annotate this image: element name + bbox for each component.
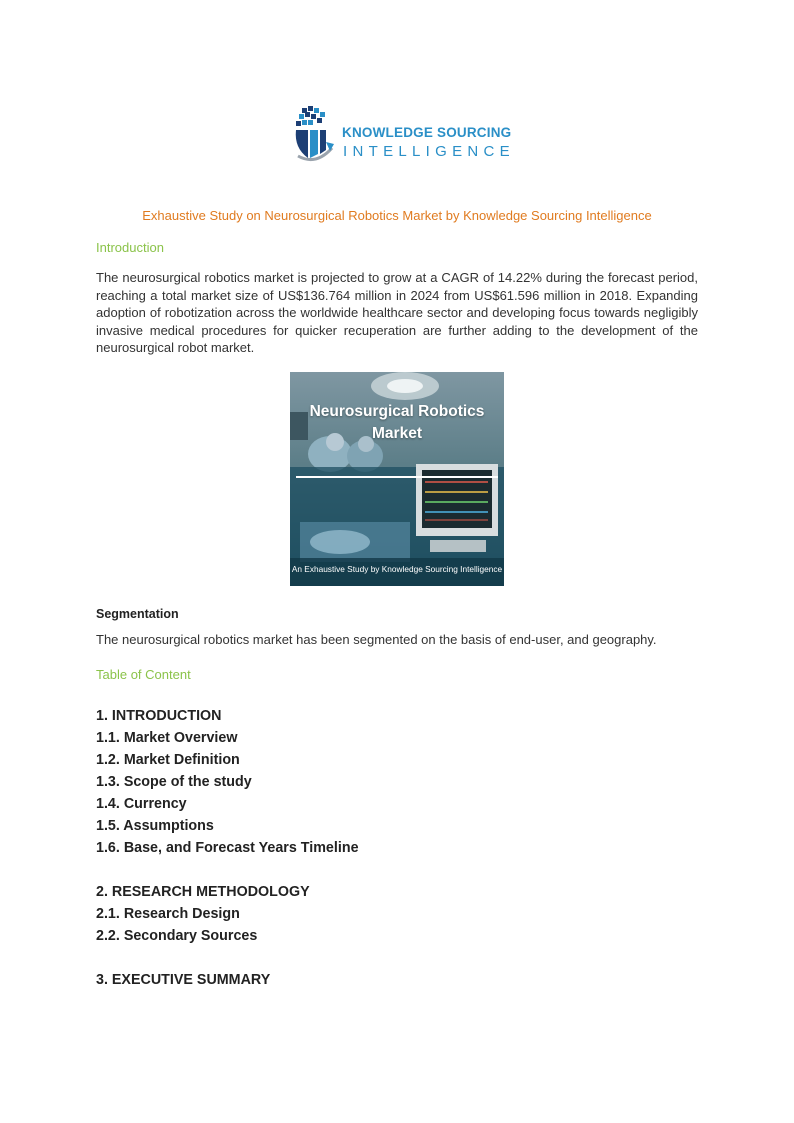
toc-item: 2.1. Research Design [96, 906, 240, 922]
logo-mark-icon [290, 104, 346, 166]
table-of-contents [96, 705, 359, 991]
cover-title-line1: Neurosurgical Robotics [309, 403, 485, 420]
document-title: Exhaustive Study on Neurosurgical Robotics Market by Knowledge Sourcing Intelligence [142, 208, 652, 223]
introduction-paragraph: The neurosurgical robotics market is projected to grow at a CAGR of 14.22% during the forecast period, reaching a total market size of US$136.764 million in 2024 from US$61.596 million in 2018. Expanding adoption of robotization across the worldwide healthcare sector and developing focus towards negligibly invasive medical procedures for quicker recuperation are further adding to the development of the neurosurgical robot market. [96, 270, 698, 356]
toc-item: 1.6. Base, and Forecast Years Timeline [96, 840, 359, 856]
segmentation-heading: Segmentation [96, 607, 179, 621]
cover-title-line2: Market [372, 425, 422, 442]
introduction-heading: Introduction [96, 240, 164, 255]
toc-item: 2. RESEARCH METHODOLOGY [96, 884, 310, 900]
segmentation-paragraph: The neurosurgical robotics market has been segmented on the basis of end-user, and geography. [96, 632, 657, 647]
toc-item: 1.4. Currency [96, 796, 187, 812]
logo-text-line1: KNOWLEDGE SOURCING [342, 125, 512, 140]
toc-item: 1.2. Market Definition [96, 752, 240, 768]
company-logo [290, 104, 515, 166]
toc-item: 1.1. Market Overview [96, 730, 238, 746]
toc-item: 1. INTRODUCTION [96, 708, 222, 724]
toc-item: 3. EXECUTIVE SUMMARY [96, 972, 271, 988]
toc-item: 1.5. Assumptions [96, 818, 214, 834]
cover-divider [296, 476, 498, 478]
toc-heading: Table of Content [96, 667, 191, 682]
cover-title [290, 401, 504, 445]
toc-item: 1.3. Scope of the study [96, 774, 252, 790]
report-cover-image [290, 372, 504, 586]
logo-text-line2: INTELLIGENCE [343, 143, 515, 160]
cover-subtitle: An Exhaustive Study by Knowledge Sourcing Intelligence [291, 564, 503, 574]
toc-item: 2.2. Secondary Sources [96, 928, 258, 944]
